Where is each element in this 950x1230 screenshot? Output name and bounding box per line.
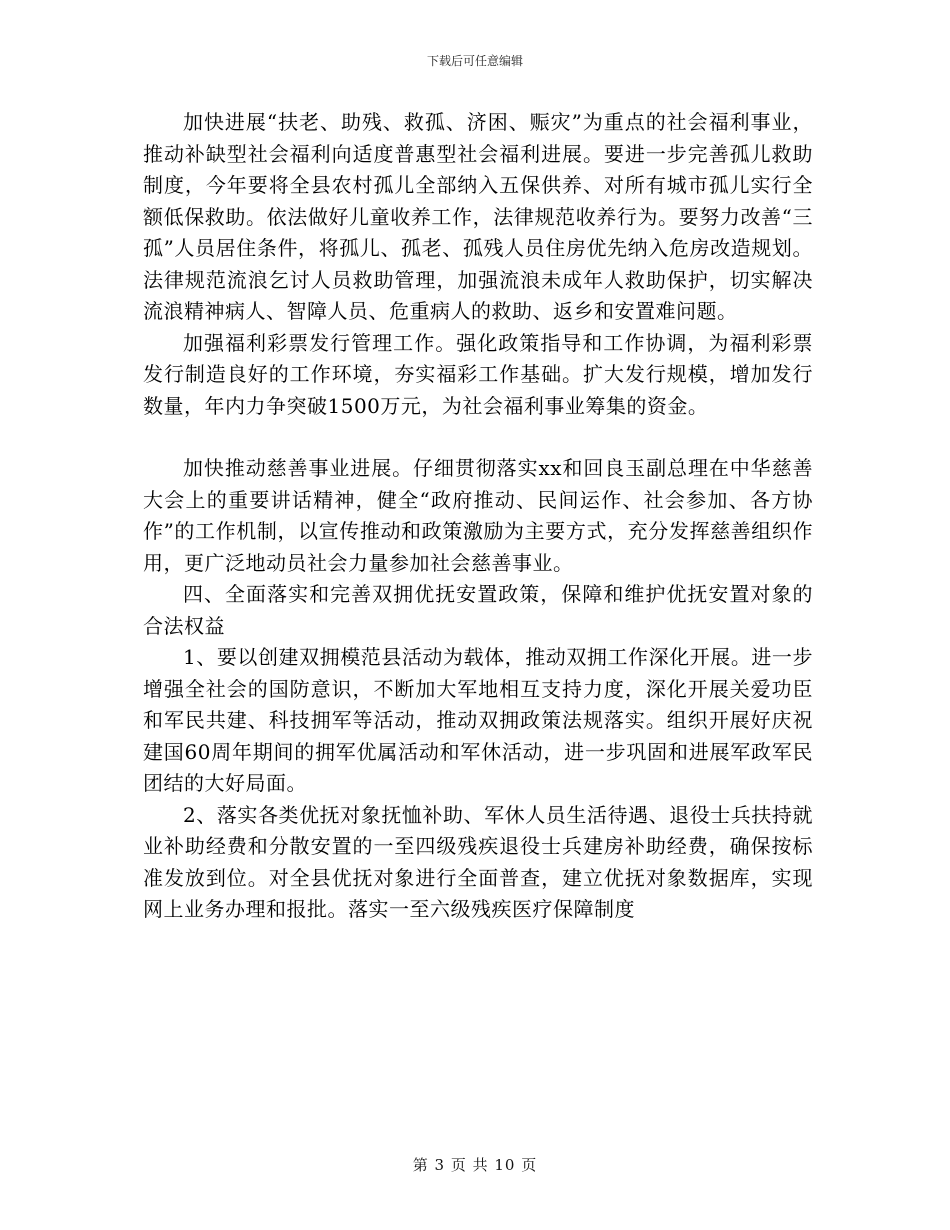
paragraph-social-welfare: 加快进展“扶老、助残、救孤、济困、赈灾”为重点的社会福利事业，推动补缺型社会福利向适度普惠型社会福利进展。要进一步完善孤儿救助制度，今年要将全县农村孤儿全部纳入五保供养、对所有城市孤儿实行全额低保救助。依法做好儿童收养工作，法律规范收养行为。要努力改善“三孤”人员居住条件，将孤儿、孤老、孤残人员住房优先纳入危房改造规划。法律规范流浪乞讨人员救助管理，加强流浪未成年人救助保护，切实解决流浪精神病人、智障人员、危重病人的救助、返乡和安置难问题。 xyxy=(143,110,813,323)
page-footer: 第 3 页 共 10 页 xyxy=(412,1156,538,1174)
document-body xyxy=(143,107,813,926)
page-header: 下载后可任意编辑 xyxy=(426,54,523,68)
paragraph-welfare-lottery: 加强福利彩票发行管理工作。强化政策指导和工作协调，为福利彩票发行制造良好的工作环境，夯实福彩工作基础。扩大发行规模，增加发行数量，年内力争突破1500万元，为社会福利事业筹集的资金。 xyxy=(143,330,813,418)
paragraph-item-one: 1、要以创建双拥模范县活动为载体，推动双拥工作深化开展。进一步增强全社会的国防意识，不断加大军地相互支持力度，深化开展关爱功臣和军民共建、科技拥军等活动，推动双拥政策法规落实。组织开展好庆祝建国60周年期间的拥军优属活动和军休活动，进一步巩固和进展军政军民团结的大好局面。 xyxy=(143,645,813,795)
paragraph-item-two: 2、落实各类优抚对象抚恤补助、军休人员生活待遇、退役士兵扶持就业补助经费和分散安置的一至四级残疾退役士兵建房补助经费，确保按标准发放到位。对全县优抚对象进行全面普查，建立优抚对象数据库，实现网上业务办理和报批。落实一至六级残疾医疗保障制度 xyxy=(143,802,813,921)
paragraph-charity: 加快推动慈善事业进展。仔细贯彻落实xx和回良玉副总理在中华慈善大会上的重要讲话精神，健全“政府推动、民间运作、社会参加、各方协作”的工作机制，以宣传推动和政策激励为主要方式，充分发挥慈善组织作用，更广泛地动员社会力量参加社会慈善事业。 xyxy=(143,456,813,575)
section-heading-four: 四、全面落实和完善双拥优抚安置政策，保障和维护优抚安置对象的合法权益 xyxy=(143,582,813,638)
